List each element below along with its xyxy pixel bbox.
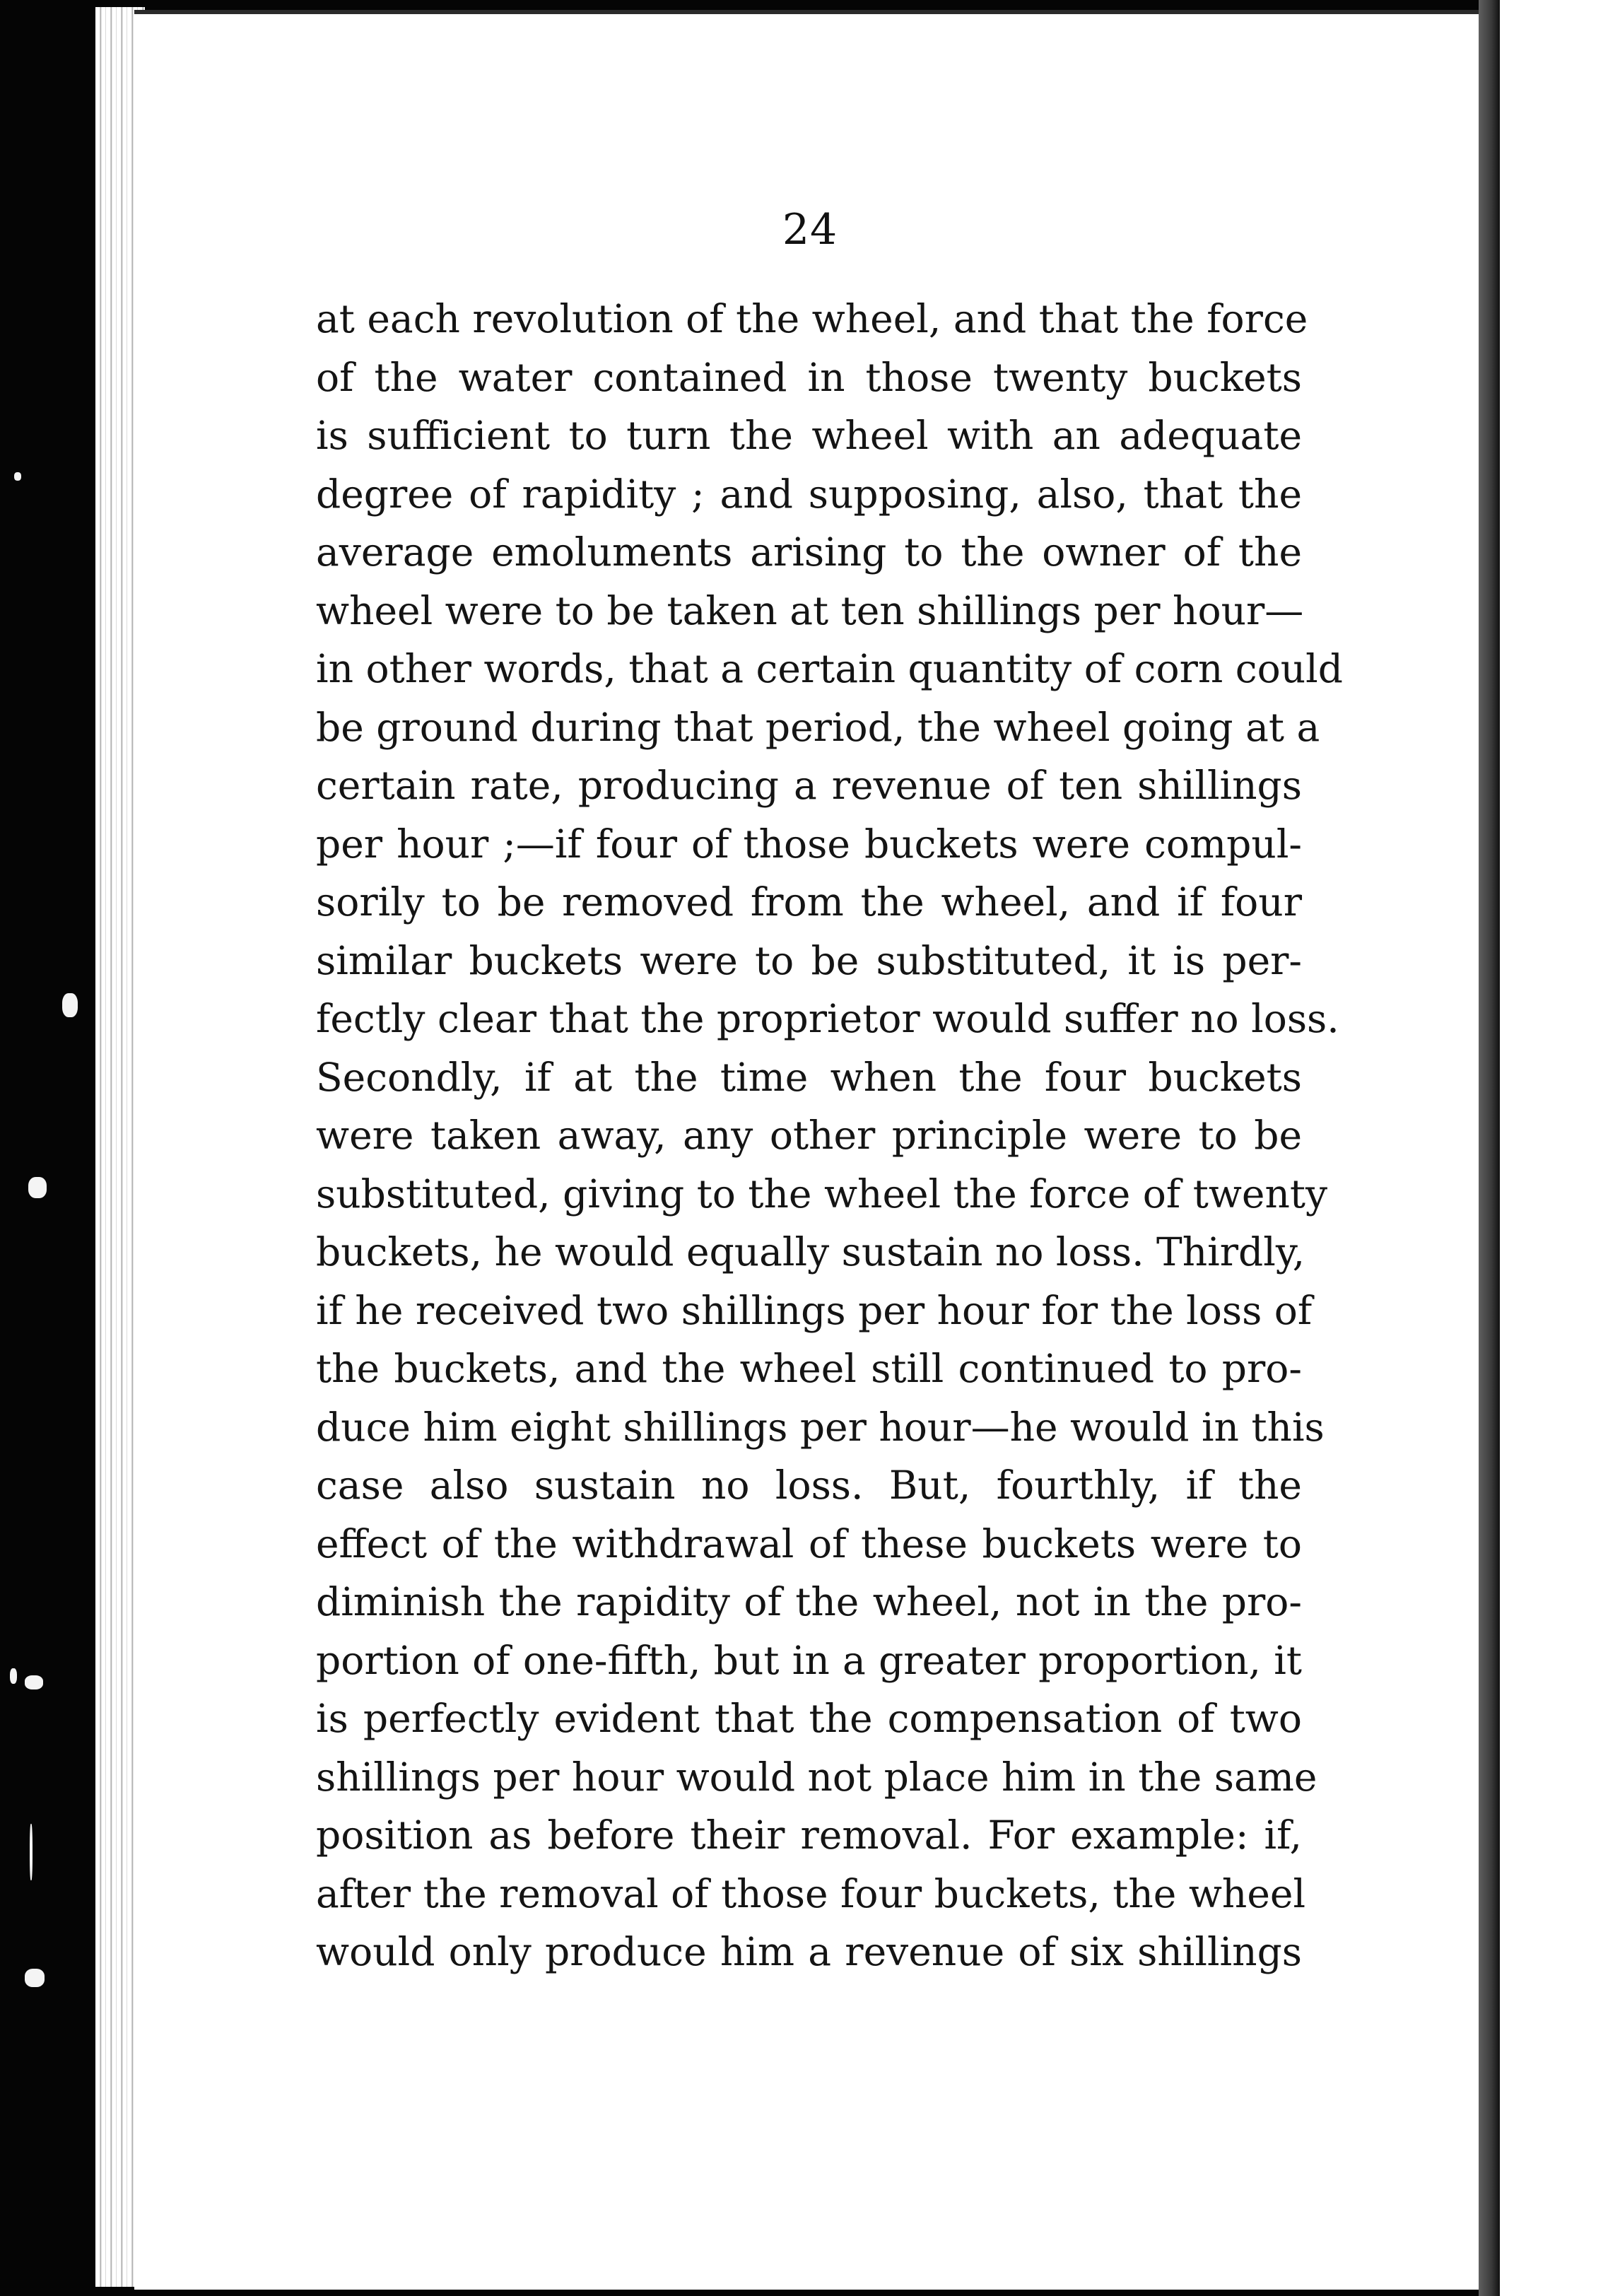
text-line: diminish the rapidity of the wheel, not in the pro- [316, 1579, 1302, 1624]
text-line: degree of rapidity ; and supposing, also, that the [316, 471, 1302, 517]
text-line: average emoluments arising to the owner of the [316, 529, 1302, 575]
text-line: were taken away, any other principle were to be [316, 1113, 1302, 1158]
dust-speck [25, 1969, 45, 1987]
dust-speck [25, 1675, 43, 1689]
text-line: at each revolution of the wheel, and that the force [316, 296, 1308, 341]
text-line: in other words, that a certain quantity of corn could [316, 646, 1343, 691]
dust-speck [30, 1824, 33, 1880]
text-line: substituted, giving to the wheel the force of twenty [316, 1171, 1328, 1217]
text-line: effect of the withdrawal of these buckets were to [316, 1521, 1302, 1566]
text-line: per hour ;—if four of those buckets were compul- [316, 821, 1302, 867]
text-line: would only produce him a revenue of six shillings [316, 1929, 1302, 1974]
text-line: the buckets, and the wheel still continued to pro- [316, 1346, 1302, 1391]
text-line: buckets, he would equally sustain no loss. Thirdly, [316, 1229, 1305, 1275]
text-line: wheel were to be taken at ten shillings per hour— [316, 587, 1304, 633]
text-line: Secondly, if at the time when the four buckets [316, 1054, 1302, 1100]
text-line: fectly clear that the proprietor would suffer no loss. [316, 996, 1339, 1041]
book-spine [1479, 0, 1500, 2296]
dust-speck [10, 1668, 17, 1684]
text-line: sorily to be removed from the wheel, and if four [316, 879, 1302, 925]
page-number: 24 [782, 205, 838, 254]
text-line: after the removal of those four buckets, the wheel [316, 1870, 1306, 1916]
text-line: certain rate, producing a revenue of ten shillings [316, 763, 1302, 808]
dust-speck [62, 993, 78, 1017]
text-line: similar buckets were to be substituted, it is per- [316, 937, 1302, 983]
text-line: duce him eight shillings per hour—he would in this [316, 1404, 1325, 1450]
body-text [316, 290, 1343, 1981]
facing-page-sliver [1500, 0, 1620, 2296]
text-line: case also sustain no loss. But, fourthly, if the [316, 1463, 1302, 1508]
text-line: shillings per hour would not place him in the same [316, 1754, 1317, 1800]
dust-speck [28, 1177, 47, 1198]
text-line: be ground during that period, the wheel going at a [316, 704, 1320, 750]
text-line: of the water contained in those twenty buckets [316, 354, 1302, 400]
text-line: is sufficient to turn the wheel with an adequate [316, 413, 1302, 458]
text-line: position as before their removal. For example: if, [316, 1812, 1302, 1858]
page-top-shadow [134, 10, 1479, 14]
dust-speck [14, 472, 21, 481]
text-line: is perfectly evident that the compensation of two [316, 1696, 1302, 1741]
text-line: portion of one-fifth, but in a greater proportion, it [316, 1637, 1302, 1683]
text-line: if he received two shillings per hour for the loss of [316, 1287, 1313, 1333]
